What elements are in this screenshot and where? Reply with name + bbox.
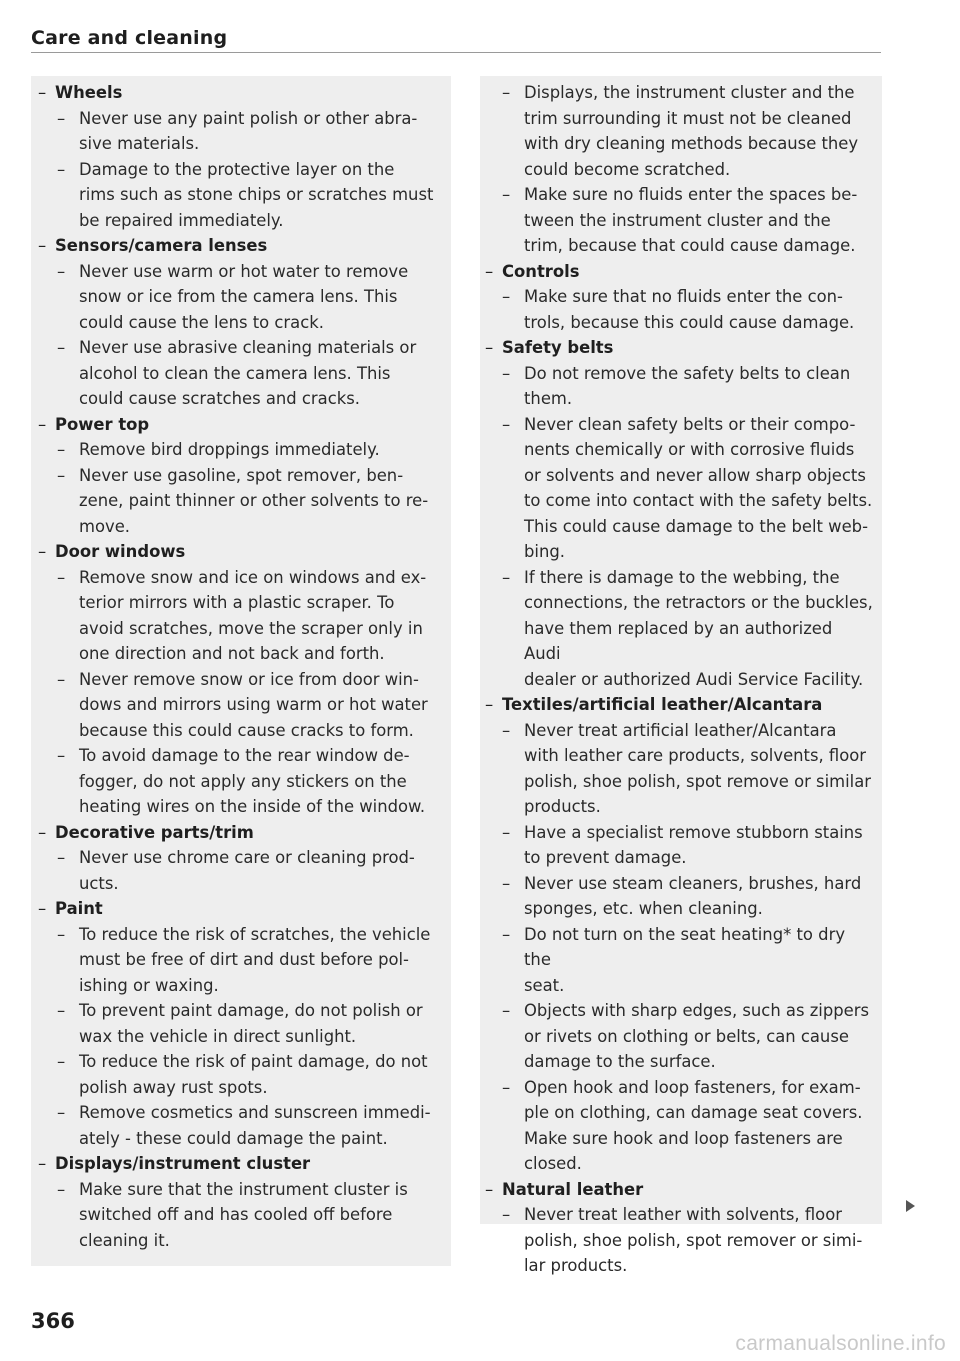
- list-item: – Do not turn on the seat heating* to dry the seat.: [480, 922, 874, 999]
- list-item: – Make sure that no fluids enter the con- trols, because this could cause damage.: [480, 284, 874, 335]
- list-item: – Objects with sharp edges, such as zippers or rivets on clothing or belts, can cause damage to the surface.: [480, 998, 874, 1075]
- section: [31, 539, 441, 820]
- section: [480, 259, 874, 336]
- section: [480, 335, 874, 692]
- section-title: – Displays/instrument cluster: [31, 1151, 441, 1177]
- list-item: – Never use abrasive cleaning materials or alcohol to clean the camera lens. This could cause scratches and cracks.: [31, 335, 441, 412]
- list-item: – Remove cosmetics and sunscreen immedi- ately - these could damage the paint.: [31, 1100, 441, 1151]
- list-item: – Remove bird droppings immediately.: [31, 437, 441, 463]
- section-title: – Textiles/artificial leather/Alcantara: [480, 692, 874, 718]
- list-item: – Never remove snow or ice from door win- dows and mirrors using warm or hot water because this could cause cracks to form.: [31, 667, 441, 744]
- list-item: – Damage to the protective layer on the rims such as stone chips or scratches must be repaired immediately.: [31, 157, 441, 234]
- section: [31, 233, 441, 412]
- section-title: – Wheels: [31, 80, 441, 106]
- continue-arrow-icon: [906, 1200, 915, 1212]
- section-title: – Power top: [31, 412, 441, 438]
- list-item: – Never use chrome care or cleaning prod- ucts.: [31, 845, 441, 896]
- list-item: – Remove snow and ice on windows and ex- terior mirrors with a plastic scraper. To avoid scratches, move the scraper only in one direction and not back and forth.: [31, 565, 441, 667]
- list-item: – Make sure that the instrument cluster is switched off and has cooled off before cleaning it.: [31, 1177, 441, 1254]
- section-title: – Sensors/camera lenses: [31, 233, 441, 259]
- section-title: – Door windows: [31, 539, 441, 565]
- section: [480, 692, 874, 1177]
- section: [31, 80, 441, 233]
- section-title: – Decorative parts/trim: [31, 820, 441, 846]
- list-item: – Never clean safety belts or their compo- nents chemically or with corrosive fluids or solvents and never allow sharp objects to come into contact with the safety belts. This could cause damage to the belt web- bing.: [480, 412, 874, 565]
- left-column: [31, 76, 451, 1266]
- header-rule: [31, 52, 881, 53]
- list-item: – Open hook and loop fasteners, for exam- ple on clothing, can damage seat covers. Make sure hook and loop fasteners are closed.: [480, 1075, 874, 1177]
- list-item: – Displays, the instrument cluster and the trim surrounding it must not be cleaned with dry cleaning methods because they could become scratched.: [480, 80, 874, 182]
- list-item: – Never treat leather with solvents, floor polish, shoe polish, spot remover or simi- lar products.: [480, 1202, 874, 1279]
- section-title: – Controls: [480, 259, 874, 285]
- list-item: – Never treat artificial leather/Alcantara with leather care products, solvents, floor polish, shoe polish, spot remove or similar products.: [480, 718, 874, 820]
- section: [480, 1177, 874, 1279]
- section-title: – Natural leather: [480, 1177, 874, 1203]
- right-column: [480, 76, 882, 1275]
- page-header: [31, 26, 881, 53]
- list-item: – Never use steam cleaners, brushes, hard sponges, etc. when cleaning.: [480, 871, 874, 922]
- watermark: carmanualsonline.info: [735, 1332, 946, 1355]
- section-title: – Paint: [31, 896, 441, 922]
- list-item: – Make sure no fluids enter the spaces be- tween the instrument cluster and the trim, because that could cause damage.: [480, 182, 874, 259]
- list-item: – Have a specialist remove stubborn stains to prevent damage.: [480, 820, 874, 871]
- list-item: – To avoid damage to the rear window de- fogger, do not apply any stickers on the heating wires on the inside of the window.: [31, 743, 441, 820]
- list-item: – Do not remove the safety belts to clean them.: [480, 361, 874, 412]
- list-item: – To reduce the risk of scratches, the vehicle must be free of dirt and dust before pol- ishing or waxing.: [31, 922, 441, 999]
- list-item: – Never use gasoline, spot remover, ben- zene, paint thinner or other solvents to re- move.: [31, 463, 441, 540]
- page-number: 366: [31, 1309, 75, 1333]
- chapter-title: Care and cleaning: [31, 27, 228, 49]
- list-item: – To reduce the risk of paint damage, do not polish away rust spots.: [31, 1049, 441, 1100]
- section-title: – Safety belts: [480, 335, 874, 361]
- section: [31, 896, 441, 1151]
- list-item: – Never use warm or hot water to remove snow or ice from the camera lens. This could cause the lens to crack.: [31, 259, 441, 336]
- section: [31, 820, 441, 897]
- list-item: – Never use any paint polish or other abra- sive materials.: [31, 106, 441, 157]
- section: [31, 412, 441, 540]
- section: [31, 1151, 441, 1253]
- list-item: – If there is damage to the webbing, the connections, the retractors or the buckles, have them replaced by an authorized Audi dealer or authorized Audi Service Facility.: [480, 565, 874, 693]
- list-item: – To prevent paint damage, do not polish or wax the vehicle in direct sunlight.: [31, 998, 441, 1049]
